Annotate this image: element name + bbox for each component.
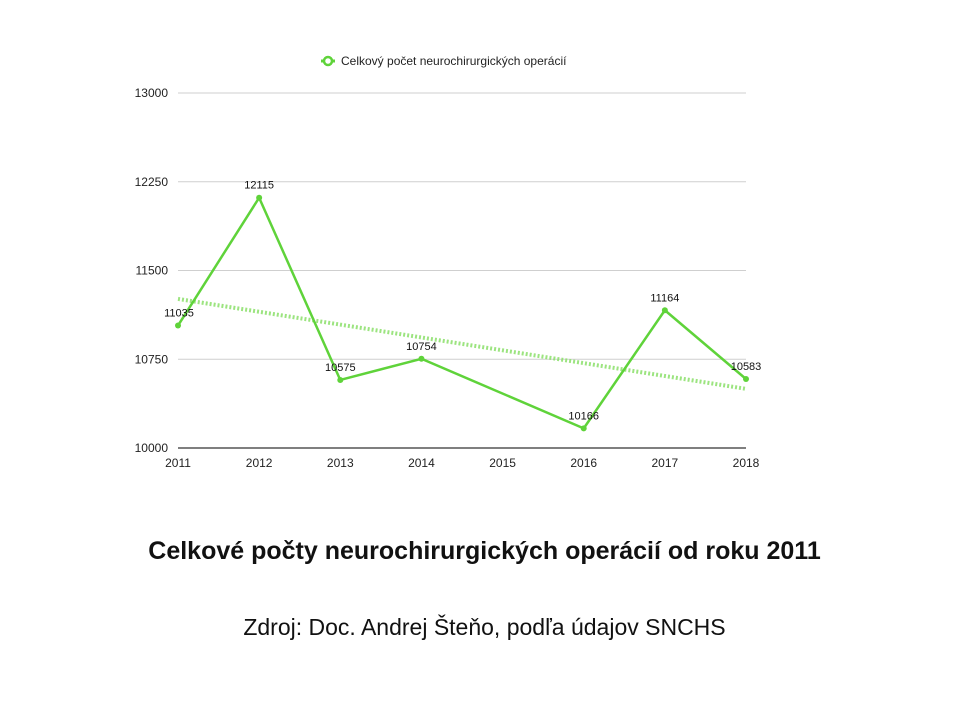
y-tick-label: 11500 — [135, 263, 168, 278]
x-tick-label: 2013 — [326, 456, 354, 470]
data-point — [662, 307, 668, 313]
data-label: 10754 — [406, 340, 437, 353]
data-label: 10166 — [568, 410, 600, 423]
data-point — [418, 356, 424, 362]
data-point — [743, 376, 749, 382]
data-point — [256, 195, 262, 201]
data-label: 10583 — [730, 361, 762, 374]
legend-label: Celkový počet neurochirurgických operácií — [341, 54, 567, 68]
data-label: 10575 — [324, 361, 356, 374]
caption-title: Celkové počty neurochirurgických operácií od roku 2011 — [148, 537, 821, 565]
legend-marker — [324, 57, 332, 65]
caption-source: Zdroj: Doc. Andrej Šteňo, podľa údajov SNCHS — [243, 614, 726, 640]
y-tick-label: 12250 — [134, 174, 168, 189]
data-point — [175, 323, 181, 329]
x-tick-label: 2014 — [408, 456, 435, 470]
data-point — [337, 377, 343, 383]
y-tick-label: 10750 — [134, 352, 168, 367]
data-point — [581, 425, 587, 431]
series-line — [178, 198, 746, 429]
x-tick-label: 2017 — [651, 456, 679, 470]
legend — [321, 54, 567, 68]
x-tick-label: 2012 — [245, 456, 273, 470]
y-tick-label: 10000 — [134, 441, 168, 455]
data-label: 11035 — [164, 307, 194, 320]
x-tick-label: 2011 — [165, 456, 191, 470]
x-tick-label: 2016 — [570, 456, 598, 470]
y-tick-label: 13000 — [134, 86, 168, 100]
x-tick-label: 2018 — [732, 456, 760, 470]
y-axis-ticks — [135, 86, 169, 455]
x-axis-ticks — [165, 456, 760, 470]
x-tick-label: 2015 — [489, 456, 516, 470]
gridlines — [178, 93, 746, 448]
data-labels — [164, 180, 761, 423]
data-label: 11164 — [650, 292, 680, 305]
data-label: 12115 — [244, 179, 275, 192]
